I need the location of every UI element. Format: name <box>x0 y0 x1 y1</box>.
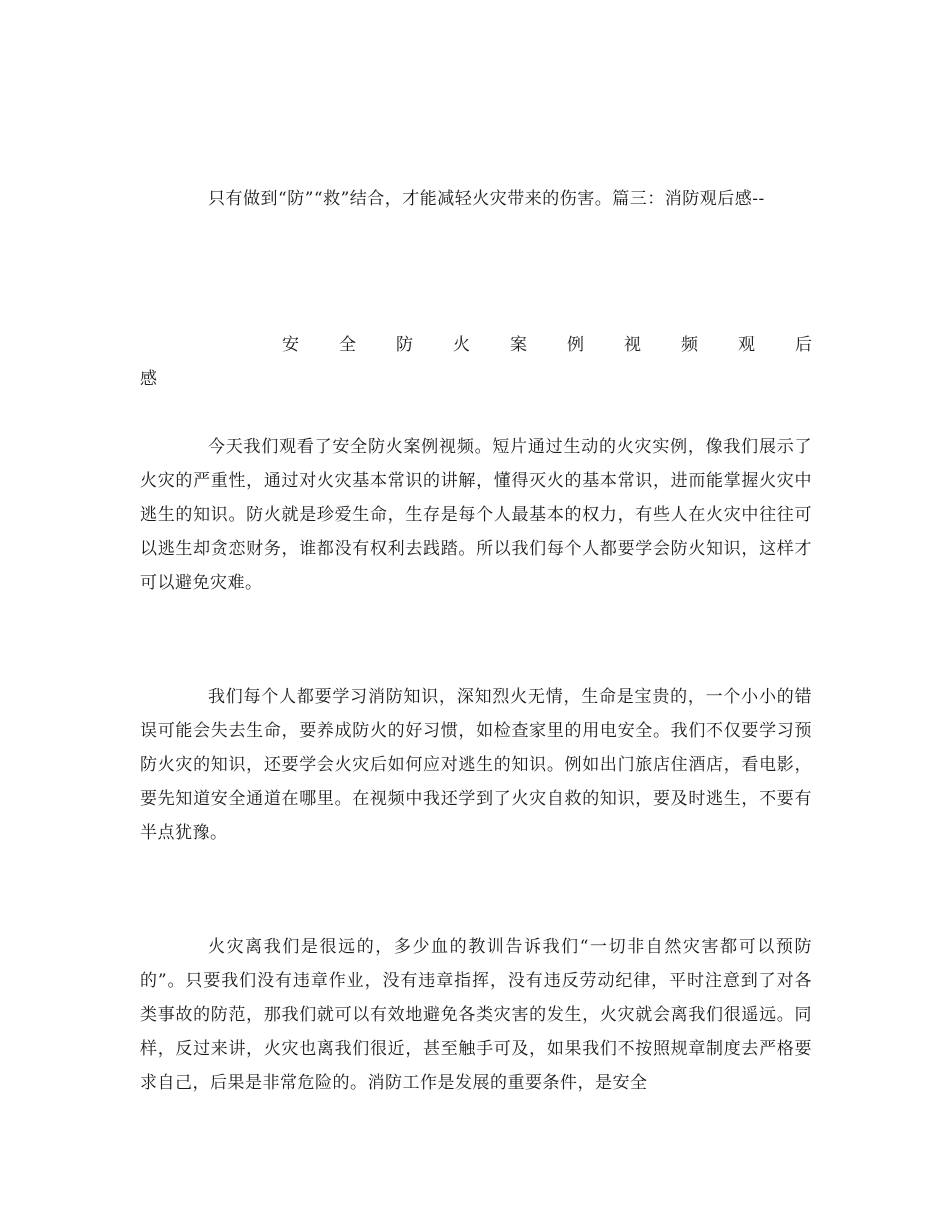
paragraph-2: 今天我们观看了安全防火案例视频。短片通过生动的火灾实例，像我们展示了火灾的严重性，通过对火灾基本常识的讲解，懂得灭火的基本常识，进而能掌握火灾中逃生的知识。防火就是珍爱生命，生存是每个人最基本的权力，有些人在火灾中往往可以逃生却贪恋财务，谁都没有权利去践踏。所以我们每个人都要学会防火知识，这样才可以避免灾难。 <box>140 437 812 593</box>
section-title <box>140 328 812 396</box>
title-char: 全 <box>339 335 356 355</box>
title-char: 防 <box>396 335 413 355</box>
section-title-chars <box>140 328 812 362</box>
paragraph-3: 我们每个人都要学习消防知识，深知烈火无情，生命是宝贵的，一个小小的错误可能会失去生命，要养成防火的好习惯，如检查家里的用电安全。我们不仅要学习预防火灾的知识，还要学会火灾后如何应对逃生的知识。例如出门旅店住酒店，看电影，要先知道安全通道在哪里。在视频中我还学到了火灾自救的知识，要及时逃生，不要有半点犹豫。 <box>140 687 812 843</box>
paragraph-1: 只有做到“防”“救”结合，才能减轻火灾带来的伤害。篇三：消防观后感-- <box>208 189 765 209</box>
title-char: 观 <box>738 335 755 355</box>
section-title-tail: 感 <box>140 369 157 389</box>
title-char: 视 <box>624 335 641 355</box>
title-char: 案 <box>510 335 527 355</box>
title-char: 火 <box>453 335 470 355</box>
paragraph-4: 火灾离我们是很远的，多少血的教训告诉我们“一切非自然灾害都可以预防的”。只要我们没有违章作业，没有违章指挥，没有违反劳动纪律，平时注意到了对各类事故的防范，那我们就可以有效地避免各类灾害的发生，火灾就会离我们很遥远。同样，反过来讲，火灾也离我们很近，甚至触手可及，如果我们不按照规章制度去严格要求自己，后果是非常危险的。消防工作是发展的重要条件，是安全 <box>140 937 812 1093</box>
title-char: 例 <box>567 335 584 355</box>
title-char: 安 <box>282 335 299 355</box>
title-char: 后 <box>795 335 812 355</box>
title-char: 频 <box>681 335 698 355</box>
